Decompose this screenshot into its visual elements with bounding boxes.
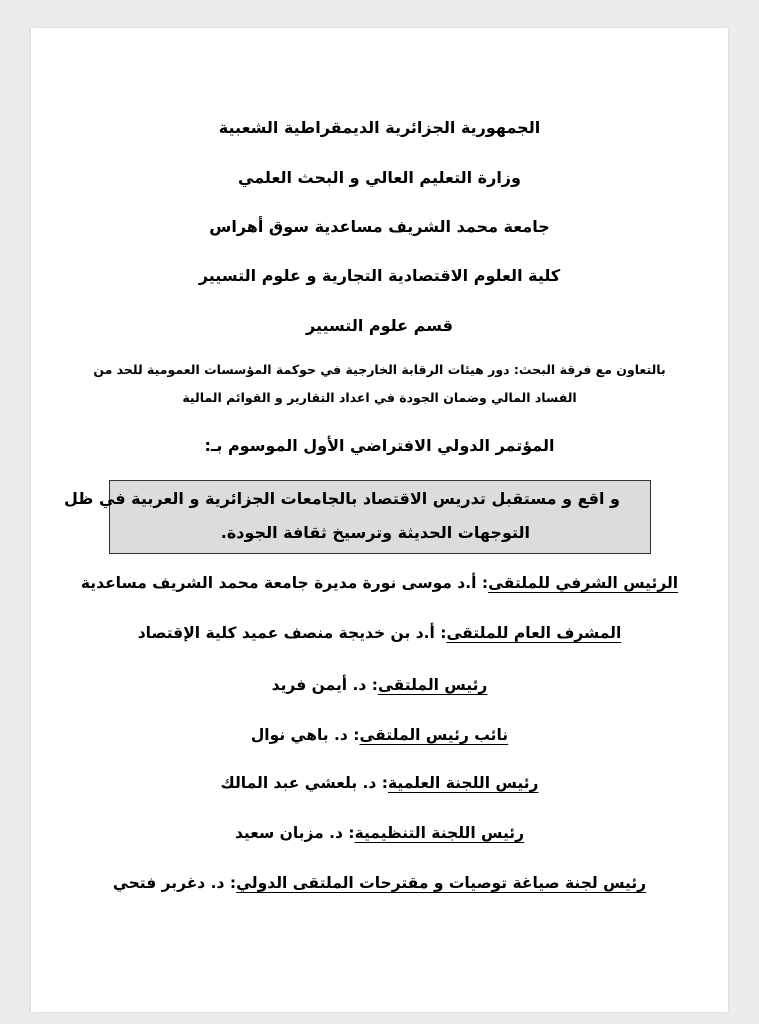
person-name: : أ.د موسى نورة مديرة جامعة محمد الشريف مساعدية <box>80 574 489 592</box>
recommendations-committee-chair-line <box>31 874 728 892</box>
person-name: : أ.د بن خديجة منصف عميد كلية الإقتصاد <box>137 624 447 642</box>
honorary-chair-line <box>31 574 728 592</box>
organizing-committee-chair-line <box>31 824 728 842</box>
department-heading: قسم علوم التسيير <box>306 316 453 335</box>
person-name: : د. باهي نوال <box>250 726 360 744</box>
role-label: رئيس اللجنة التنظيمية <box>354 824 525 842</box>
conference-title-line-2: التوجهات الحديثة وترسيخ ثقافة الجودة. <box>220 523 530 542</box>
conference-title-line-1: و اقع و مستقبل تدريس الاقتصاد بالجامعات الجزائرية و العربية في ظل <box>64 489 620 508</box>
role-label: نائب رئيس الملتقى <box>359 726 509 744</box>
conference-chair-line <box>31 676 728 694</box>
person-name: : د. مزبان سعيد <box>234 824 355 842</box>
conference-title-box <box>64 480 651 554</box>
role-label: رئيس لجنة صياغة توصيات و مقترحات الملتقى الدولي <box>236 874 647 892</box>
university-heading: جامعة محمد الشريف مساعدية سوق أهراس <box>209 217 550 236</box>
scientific-committee-chair-line <box>31 774 728 792</box>
republic-heading: الجمهورية الجزائرية الديمقراطية الشعبية <box>218 118 541 137</box>
person-name: : د. أيمن فريد <box>271 676 378 694</box>
role-label: المشرف العام للملتقى <box>446 624 622 642</box>
role-label: رئيس اللجنة العلمية <box>387 774 539 792</box>
person-name: : د. دغربر فتحي <box>112 874 237 892</box>
ministry-heading: وزارة التعليم العالي و البحث العلمي <box>238 168 521 187</box>
person-name: : د. بلعشي عبد المالك <box>220 774 388 792</box>
collaboration-line-1: بالتعاون مع فرقة البحث: دور هيئات الرقابة الخارجية في حوكمة المؤسسات العمومية للحد من <box>93 362 666 377</box>
faculty-heading: كلية العلوم الاقتصادية التجارية و علوم التسيير <box>198 266 561 285</box>
role-label: الرئيس الشرفي للملتقى <box>488 574 679 592</box>
conference-intro: المؤتمر الدولي الافتراضي الأول الموسوم بـ: <box>204 436 555 455</box>
role-label: رئيس الملتقى <box>377 676 488 694</box>
collaboration-line-2: الفساد المالي وضمان الجودة في اعداد التقارير و القوائم المالية <box>182 390 577 405</box>
document-page <box>31 28 728 1012</box>
general-supervisor-line <box>31 624 728 642</box>
vice-chair-line <box>31 726 728 744</box>
